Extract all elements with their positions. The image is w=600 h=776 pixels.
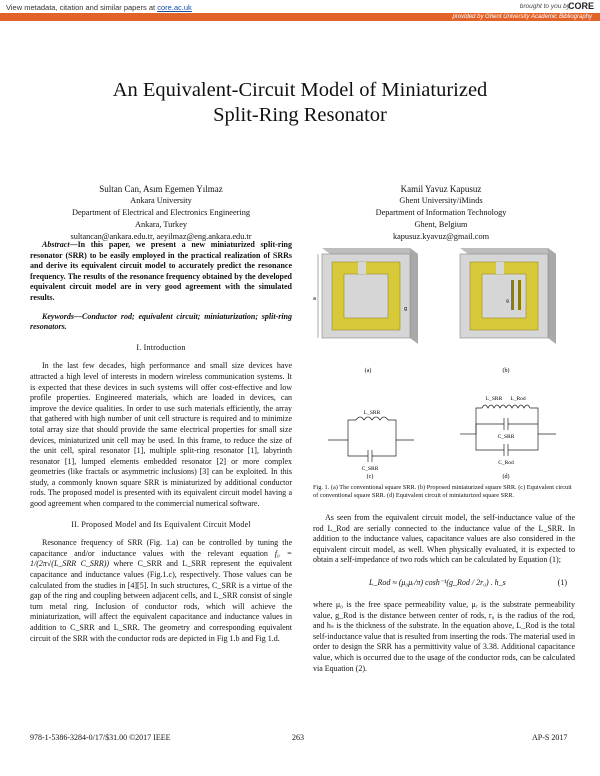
srr-miniaturized-drawing bbox=[460, 248, 556, 344]
figure-caption: Fig. 1. (a) The conventional square SRR. (b) Proposed miniaturized square SRR. (c) Equivalent circuit of conventional square SRR. (d) Equivalent circuit of miniaturized square SRR. bbox=[313, 484, 572, 499]
provider-bar bbox=[0, 13, 600, 21]
footer-page-number: 263 bbox=[292, 733, 304, 742]
section-2-text: Resonance frequency of SRR (Fig. 1.a) can be controlled by tuning the capacitance and/or inductance values with the relevant equation f₀ = 1/(2π√(L_SRR C_SRR)) where C_SRR and L_SRR represent the equivalent capacitance and inductance values (Fig.1.c), respectively. Those values can be calculated from the studies in [4][5]. In such structures, C_SRR is a virtue of the gap of the ring and coupling between adjacent cells, and L_SRR consist of single turn metal ring. Inclusion of conductor rods, which will achieve the miniaturization, will affect the equivalent capacitance and inductance values in addition to C_SRR and L_SRR. The geometry and corresponding equivalent circuit of the SRR with the conductor rods are depicted in Fig 1.b and Fig 1.d. bbox=[30, 538, 293, 643]
core-logo[interactable]: CORE bbox=[567, 1, 594, 11]
section-1-text: In the last few decades, high performance and small size devices have attracted a high level of interests in modern wireless communication systems. It is expected that these devices in such systems will offer cost-effective and low profile properties. Engineered materials, which are loaded in devices, can improve the device qualities. In order to use such materials efficiently, the array that gathered with high number of unit cell structure is required and to minimize total array size that should provide the same electrical properties for small size devices, miniaturized unit cell may be used. In this frame, to reduce the size of the unit cell, spiral resonator [1], multiple split-ring resonator [1], labyrinth resonator [1], lumped elements embedded resonator [2] or more complex geometries (like fractals or asymmetric inclusions) [3] can be exploited. In this study, a commonly known square SRR is miniaturized by additional conductor rods. The proposed model is presented with its equivalent circuit model having a good agreement when compared to the commercial numerical software. bbox=[30, 361, 292, 509]
circuit-c-capacitor-label: C_SRR bbox=[361, 466, 379, 472]
fig-label-b: (b) bbox=[502, 368, 510, 374]
right-para-2: where μ₀ is the free space permeability value, μᵣ is the substrate permeability value, g_Rod is the distance between center of rods, r₀ is the radius of the rod, and hₛ is the thickness of the substrate. In the equation above, L_Rod is the total self-inductance value that is resulted from inserting the rods. The material used in order to design the SRR has a permittivity value of 3.38. Additional capacitance value, which is occurred due to the usage of the conductor rods, can be calculated via Equation (2). bbox=[313, 599, 575, 673]
right-column bbox=[313, 513, 575, 674]
svg-text:g: g bbox=[506, 299, 509, 304]
equation-1 bbox=[313, 570, 575, 600]
right-para-1: As seen from the equivalent circuit model, the self-inductance value of the rod L_Rod are serially connected to the inductance value of the L_SRR. In addition to the inductance values, capacitance values are also considered in the equivalent circuit model, as well. When physically evaluated, it is expected to obtain a self-impedance of two rods which can be calculated by Equation (1); bbox=[313, 513, 575, 565]
author-block-right: Kamil Yavuz Kapusuz Ghent University/iMinds Department of Information Technology Ghent, Belgium kapusuz.kyavuz@gmail.com bbox=[375, 184, 507, 241]
circuit-miniaturized bbox=[460, 405, 556, 456]
footer-conference: AP-S 2017 bbox=[532, 733, 568, 742]
fig-label-c: (c) bbox=[366, 474, 374, 480]
footer-isbn: 978-1-5386-3284-0/17/$31.00 ©2017 IEEE bbox=[30, 733, 171, 742]
fig-label-a: (a) bbox=[364, 368, 372, 374]
paper-title: An Equivalent-Circuit Model of Miniaturized Split-Ring Resonator bbox=[112, 79, 488, 126]
author-block-left: Sultan Can, Asım Egemen Yılmaz Ankara University Department of Electrical and Electronics Engineering Ankara, Turkey sultancan@ankara.edu.tr, aeyilmaz@eng.ankara.edu.tr bbox=[70, 184, 252, 241]
section-1-heading: I. Introduction bbox=[136, 342, 186, 352]
figure-1 bbox=[310, 240, 580, 480]
circuit-d-csrr-label: C_SRR bbox=[497, 434, 515, 440]
left-column bbox=[30, 240, 292, 644]
brought-to-you-text: brought to you by bbox=[519, 3, 570, 10]
keywords: Keywords—Conductor rod; equivalent circuit; miniaturization; split-ring resonators. bbox=[30, 311, 292, 332]
svg-text:g: g bbox=[404, 306, 408, 312]
circuit-conventional bbox=[328, 417, 414, 462]
equation-1-number: (1) bbox=[557, 577, 567, 587]
provider-text[interactable]: provided by Ghent University Academic Bibliography bbox=[452, 14, 592, 20]
section-2-heading: II. Proposed Model and Its Equivalent Circuit Model bbox=[71, 519, 251, 529]
circuit-c-inductor-label: L_SRR bbox=[363, 410, 381, 416]
core-link[interactable]: core.ac.uk bbox=[157, 3, 192, 12]
view-metadata-text: View metadata, citation and similar papers at core.ac.uk bbox=[6, 3, 192, 12]
circuit-d-lsrr-label: L_SRR bbox=[485, 396, 503, 402]
abstract: Abstract—In this paper, we present a new miniaturized split-ring resonator (SRR) to be easily employed in the practical realization of SRRs and derive its equivalent circuit model to accurately predict the resonance frequency. The results of the resonance frequency obtained by the developed equivalent circuit model are in very good agreement with the simulated results. bbox=[30, 240, 292, 302]
srr-conventional-drawing bbox=[313, 248, 418, 344]
circuit-d-lrod-label: L_Rod bbox=[510, 396, 526, 402]
fig-label-d: (d) bbox=[502, 474, 510, 480]
circuit-d-crod-label: C_Rod bbox=[498, 460, 514, 466]
svg-text:a: a bbox=[313, 296, 317, 302]
equation-1-body: L_Rod ≈ (μ₀μᵣ/π) cosh⁻¹(g_Rod / 2r₀) . h_s bbox=[369, 577, 506, 587]
